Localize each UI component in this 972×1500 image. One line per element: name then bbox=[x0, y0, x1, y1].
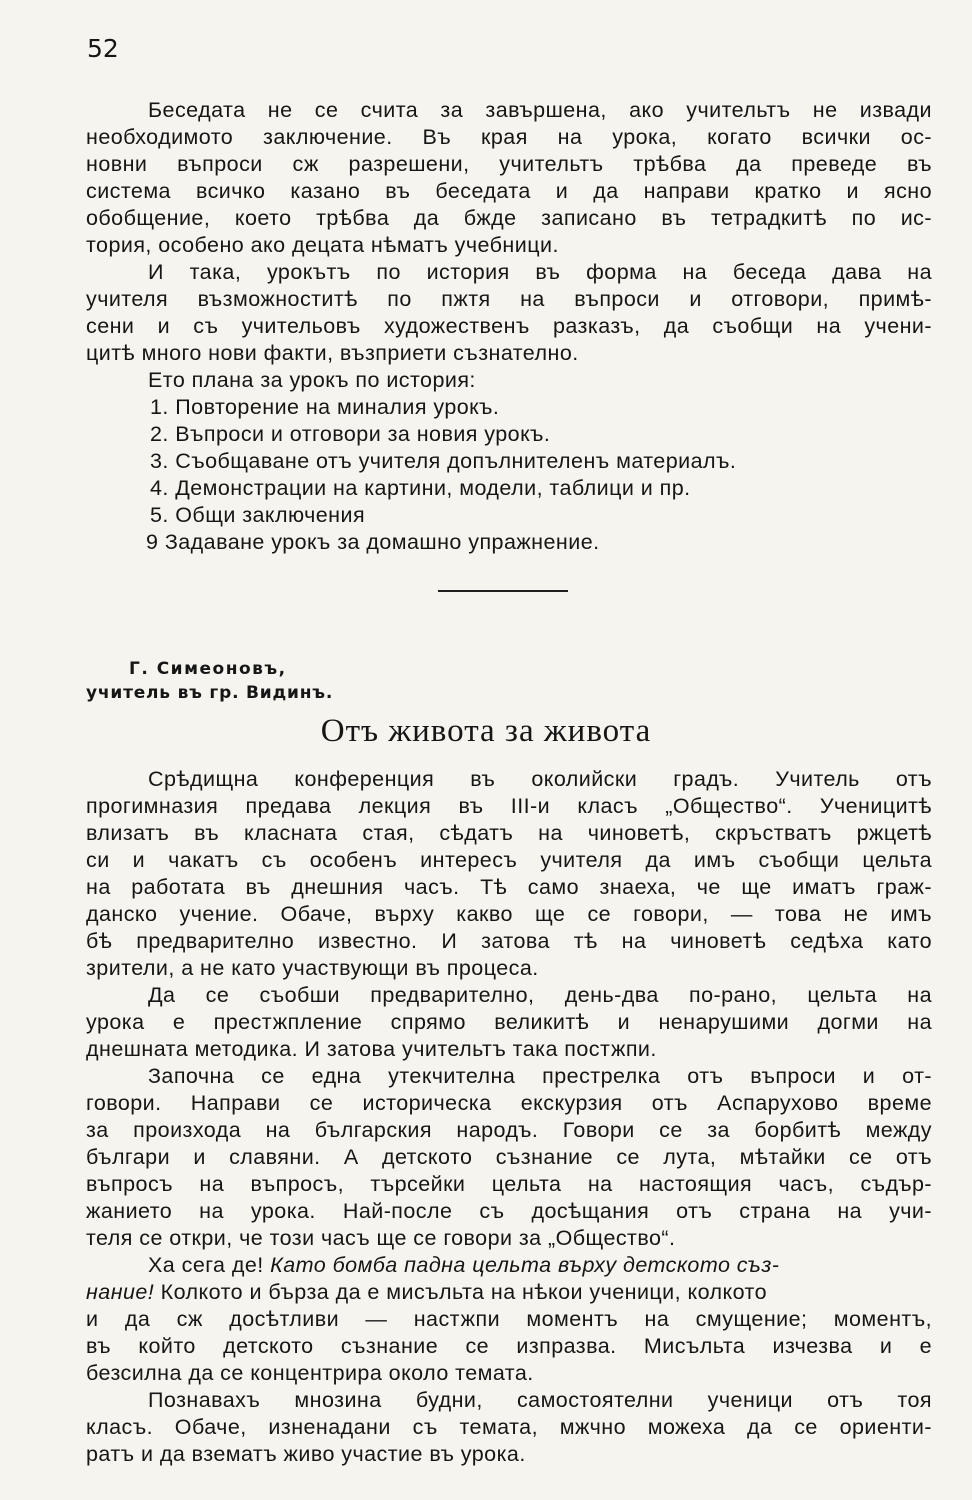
text-line: Да се съобши предварително, день-два по-рано, цельта на bbox=[148, 983, 932, 1007]
italic-phrase: нание! bbox=[86, 1280, 155, 1304]
text-line: днешната методика. И затова учительтъ така постжпи. bbox=[86, 1037, 657, 1061]
section-divider bbox=[438, 590, 568, 592]
text-line: новни въпроси сж разрешени, учительтъ трѣбва да преведе въ bbox=[86, 152, 932, 176]
text-line: Срѣдищна конференция въ околийски градъ. Учитель отъ bbox=[148, 767, 932, 791]
lesson-plan-list bbox=[86, 394, 932, 556]
text-line: Ето плана за урокъ по история: bbox=[148, 368, 476, 392]
text-line: въпросъ на въпросъ, търсейки цельта на настоящия часъ, съдър- bbox=[86, 1172, 932, 1196]
text-line: влизатъ въ класната стая, сѣдатъ на чиноветѣ, скръстватъ ржцетѣ bbox=[86, 821, 932, 845]
text-line: цитѣ много нови факти, възприети съзнателно. bbox=[86, 341, 579, 365]
text-line: българи и славяни. А детското съзнание се лута, мѣтайки се отъ bbox=[86, 1145, 932, 1169]
text-line: теля се откри, че този часъ ще се говори за „Общество“. bbox=[86, 1226, 676, 1250]
text-line: Беседата не се счита за завършена, ако учительтъ не извади bbox=[148, 98, 932, 122]
text-line: и да сж досѣтливи — настжпи моментъ на смущение; моментъ, bbox=[86, 1307, 932, 1331]
text-line: си и чакатъ съ особенъ интересъ учителя да имъ съобщи цельта bbox=[86, 848, 932, 872]
text-line: бѣ предварително известно. И затова тѣ на чиноветѣ седѣха като bbox=[86, 929, 932, 953]
text-line: Започна се една утекчителна престрелка отъ въпроси и от- bbox=[148, 1064, 932, 1088]
author-name: Г. Симеоновъ, bbox=[129, 659, 287, 679]
text-line: жанието на урока. Най-после съ досѣщания отъ страна на учи- bbox=[86, 1199, 932, 1223]
text-line: Познавахъ мнозина будни, самостоятелни ученици отъ тоя bbox=[148, 1388, 932, 1412]
text-line: за произхода на българския народъ. Говори се за борбитѣ между bbox=[86, 1118, 932, 1142]
list-item: 1. Повторение на миналия урокъ. bbox=[150, 395, 500, 419]
list-item: 4. Демонстрации на картини, модели, таблици и пр. bbox=[150, 476, 691, 500]
text-line: въ който детското съзнание се изпразва. Мисъльта изчезва и е bbox=[86, 1334, 932, 1358]
text-line: необходимото заключение. Въ края на урока, когато всички ос- bbox=[86, 125, 932, 149]
text-line: учителя възможноститѣ по пжтя на въпроси и отговори, примѣ- bbox=[86, 287, 932, 311]
author-role: учитель въ гр. Видинъ. bbox=[86, 683, 334, 703]
text-line: И така, урокътъ по история въ форма на беседа дава на bbox=[148, 260, 932, 284]
text-line: говори. Направи се историческа екскурзия отъ Аспарухово време bbox=[86, 1091, 932, 1115]
article-title: Отъ живота за живота bbox=[320, 713, 652, 749]
text-line: прогимназия предава лекция въ III-и класъ „Общество“. Ученицитѣ bbox=[86, 794, 932, 818]
list-item: 5. Общи заключения bbox=[150, 503, 366, 527]
text-line: зрители, а не като участвующи въ процеса. bbox=[86, 956, 539, 980]
text-line bbox=[86, 1279, 932, 1306]
text-line: сени и съ учительовъ художественъ разказъ, да съобщи на учени- bbox=[86, 314, 932, 338]
text-line: ратъ и да взематъ живо участие въ урока. bbox=[86, 1442, 526, 1466]
text-run: Колкото и бърза да е мисъльта на нѣкои ученици, колкото bbox=[154, 1280, 768, 1304]
list-item: 3. Съобщаване отъ учителя допълнителенъ материалъ. bbox=[150, 449, 737, 473]
text-line: на работата въ днешния часъ. Тѣ само знаеха, че ще иматъ граж- bbox=[86, 875, 932, 899]
article-body bbox=[86, 766, 932, 1468]
text-line: данско учение. Обаче, върху какво ще се говори, — това не имъ bbox=[86, 902, 932, 926]
italic-phrase: Като бомба падна цельта върху детското съз- bbox=[270, 1253, 780, 1277]
text-line: класъ. Обаче, изненадани съ темата, мжчно можеха да се ориенти- bbox=[86, 1415, 932, 1439]
text-line: обобщение, което трѣбва да бжде записано въ тетрадкитѣ по ис- bbox=[86, 206, 932, 230]
text-line: безсилна да се концентрира около темата. bbox=[86, 1361, 534, 1385]
text-line bbox=[86, 1252, 932, 1279]
list-item: 9 Задаване урокъ за домашно упражнение. bbox=[146, 530, 600, 554]
text-run: Ха сега де! bbox=[148, 1253, 271, 1277]
list-item: 2. Въпроси и отговори за новия урокъ. bbox=[150, 422, 551, 446]
text-line: система всичко казано въ беседата и да направи кратко и ясно bbox=[86, 179, 932, 203]
text-line: урока е престжпление спрямо великитѣ и ненарушими догми на bbox=[86, 1010, 932, 1034]
section-intro bbox=[86, 97, 932, 394]
page-number: 52 bbox=[87, 34, 119, 63]
text-line: тория, особено ако децата нѣматъ учебници. bbox=[86, 233, 559, 257]
